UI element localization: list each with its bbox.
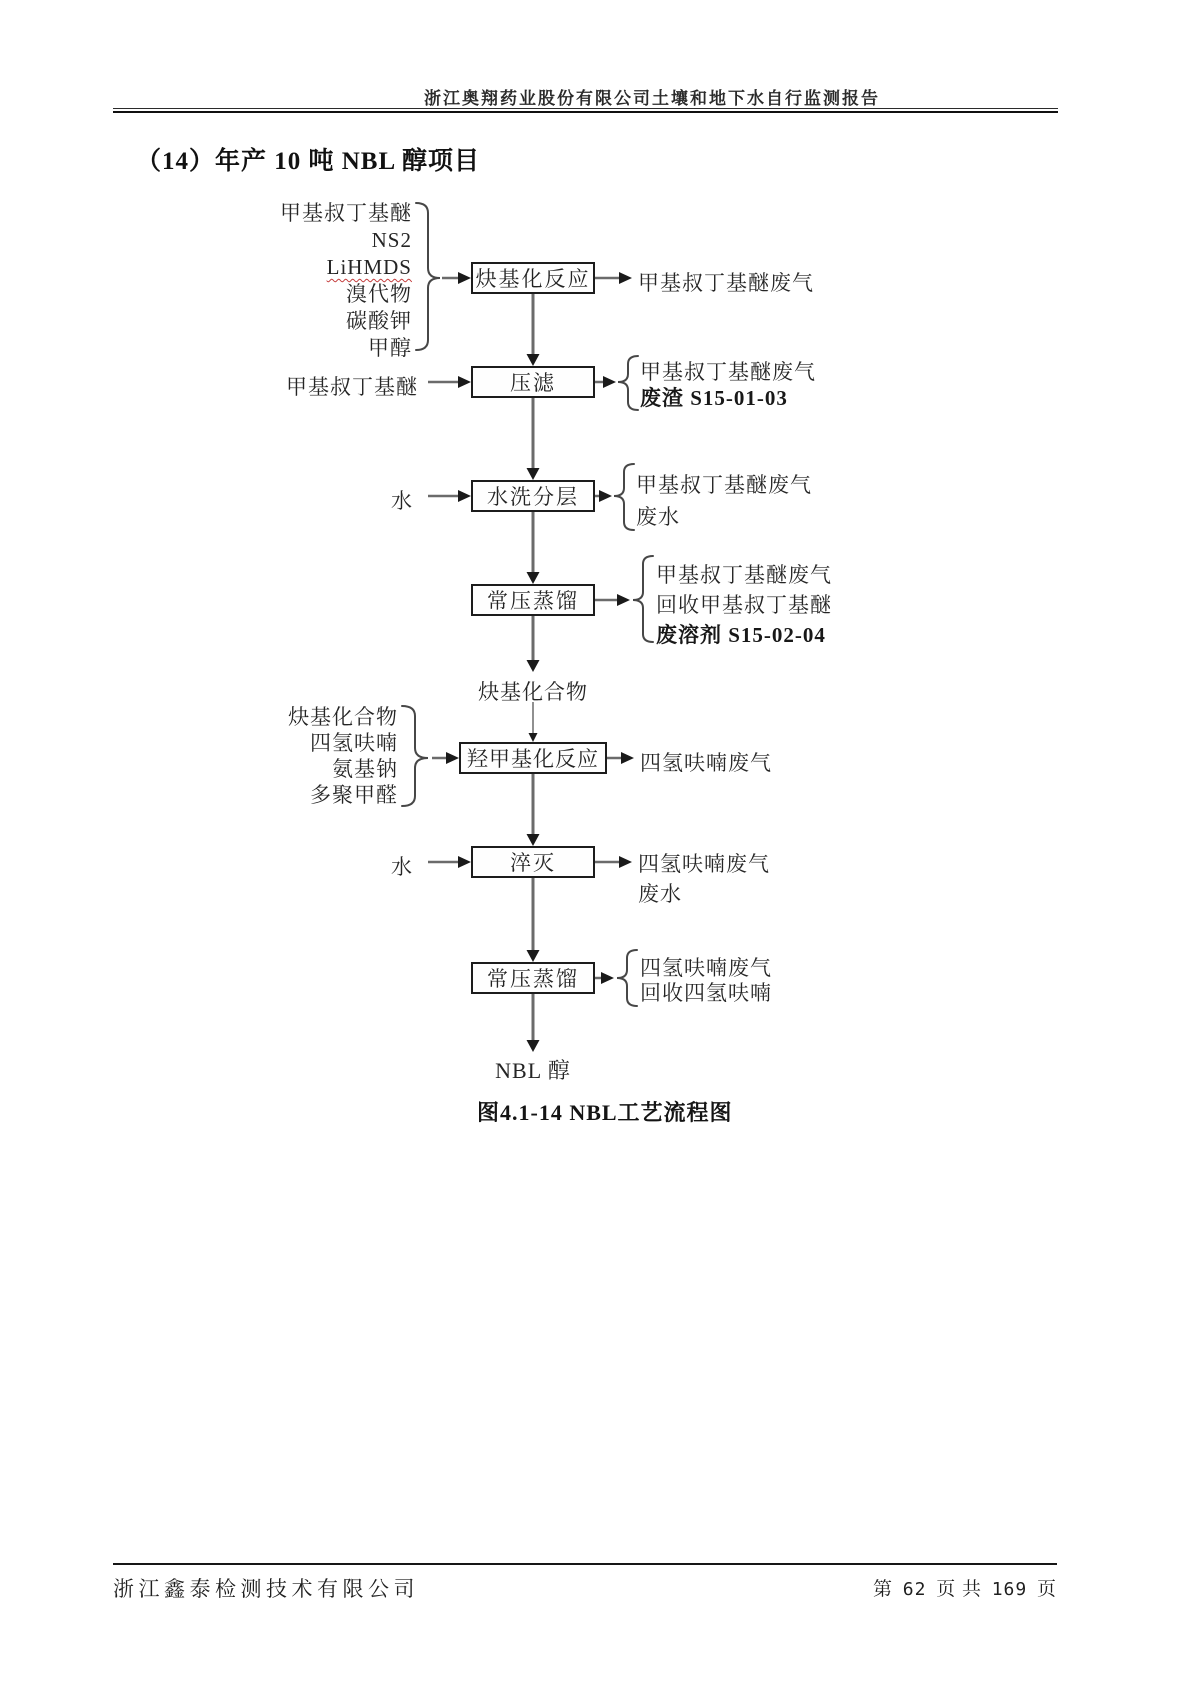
input-water-1: 水 (391, 489, 413, 513)
output-group-step6 (638, 849, 770, 909)
input-group-1 (280, 200, 412, 362)
output-brace-step2 (618, 356, 638, 410)
process-box-atmospheric-distillation-1: 常压蒸馏 (471, 584, 595, 616)
footer-page-prefix: 第 (872, 1579, 893, 1600)
product-label: NBL 醇 (495, 1058, 571, 1083)
input-water-2: 水 (391, 855, 413, 879)
output-line: 甲基叔丁基醚废气 (656, 563, 832, 587)
output-line: 废水 (638, 882, 682, 906)
input-line (280, 254, 412, 281)
input-group-2 (288, 704, 398, 808)
output-line-waste-residue: 废渣 S15-01-03 (640, 386, 788, 410)
input-line: 碳酸钾 (346, 309, 412, 333)
output-line-waste-solvent: 废溶剂 S15-02-04 (656, 623, 826, 647)
output-line: 废水 (636, 505, 680, 529)
process-box-water-wash-separation: 水洗分层 (471, 480, 595, 512)
output-line: 回收四氢呋喃 (640, 981, 772, 1005)
header-rule (113, 108, 1058, 113)
input-line: 四氢呋喃 (310, 731, 398, 755)
output-group-step5: 四氢呋喃废气 (640, 751, 772, 775)
output-group-step7 (640, 956, 772, 1006)
input-line: 多聚甲醛 (310, 783, 398, 807)
process-box-atmospheric-distillation-2: 常压蒸馏 (471, 962, 595, 994)
output-line: 甲基叔丁基醚废气 (636, 473, 812, 497)
output-brace-step3 (614, 464, 634, 530)
input-line: 氨基钠 (332, 757, 398, 781)
output-group-step4 (656, 560, 832, 650)
input-brace-2 (402, 706, 428, 806)
input-line-lihmds: LiHMDS (326, 255, 412, 279)
output-group-step3 (636, 469, 812, 533)
footer-page-total: 169 (991, 1579, 1028, 1600)
input-line: 炔基化合物 (288, 705, 398, 729)
process-box-quench: 淬灭 (471, 846, 595, 878)
footer-page-current: 62 (902, 1579, 927, 1600)
footer-company: 浙江鑫泰检测技术有限公司 (113, 1577, 419, 1601)
output-line: 甲基叔丁基醚废气 (640, 360, 816, 384)
footer-page-label: 页 (936, 1579, 957, 1600)
footer-page-info (873, 1574, 1057, 1601)
output-line: 四氢呋喃废气 (638, 852, 770, 876)
footer-page-suffix: 页 (1036, 1579, 1057, 1600)
input-line: 溴代物 (346, 282, 412, 306)
output-group-step1: 甲基叔丁基醚废气 (638, 271, 814, 295)
input-mtbe-label: 甲基叔丁基醚 (286, 375, 418, 399)
input-line: 甲醇 (368, 336, 412, 360)
input-line: 甲基叔丁基醚 (280, 201, 412, 225)
input-line: NS2 (371, 228, 412, 252)
output-brace-step7 (617, 950, 637, 1006)
process-box-hydroxymethylation-reaction: 羟甲基化反应 (459, 742, 607, 774)
footer-page-label: 共 (961, 1579, 982, 1600)
output-brace-step4 (633, 556, 653, 642)
output-group-step2 (640, 359, 816, 411)
intermediate-product-label: 炔基化合物 (478, 680, 588, 704)
input-brace-1 (416, 203, 440, 350)
section-title: （14）年产 10 吨 NBL 醇项目 (136, 148, 481, 175)
footer-rule (113, 1563, 1057, 1565)
output-line: 四氢呋喃废气 (640, 956, 772, 980)
report-header-title: 浙江奥翔药业股份有限公司土壤和地下水自行监测报告 (424, 89, 880, 108)
process-box-alkynylation-reaction: 炔基化反应 (471, 262, 595, 294)
figure-caption: 图4.1-14 NBL工艺流程图 (477, 1100, 733, 1125)
process-box-press-filtration: 压滤 (471, 366, 595, 398)
output-line: 回收甲基叔丁基醚 (656, 593, 832, 617)
